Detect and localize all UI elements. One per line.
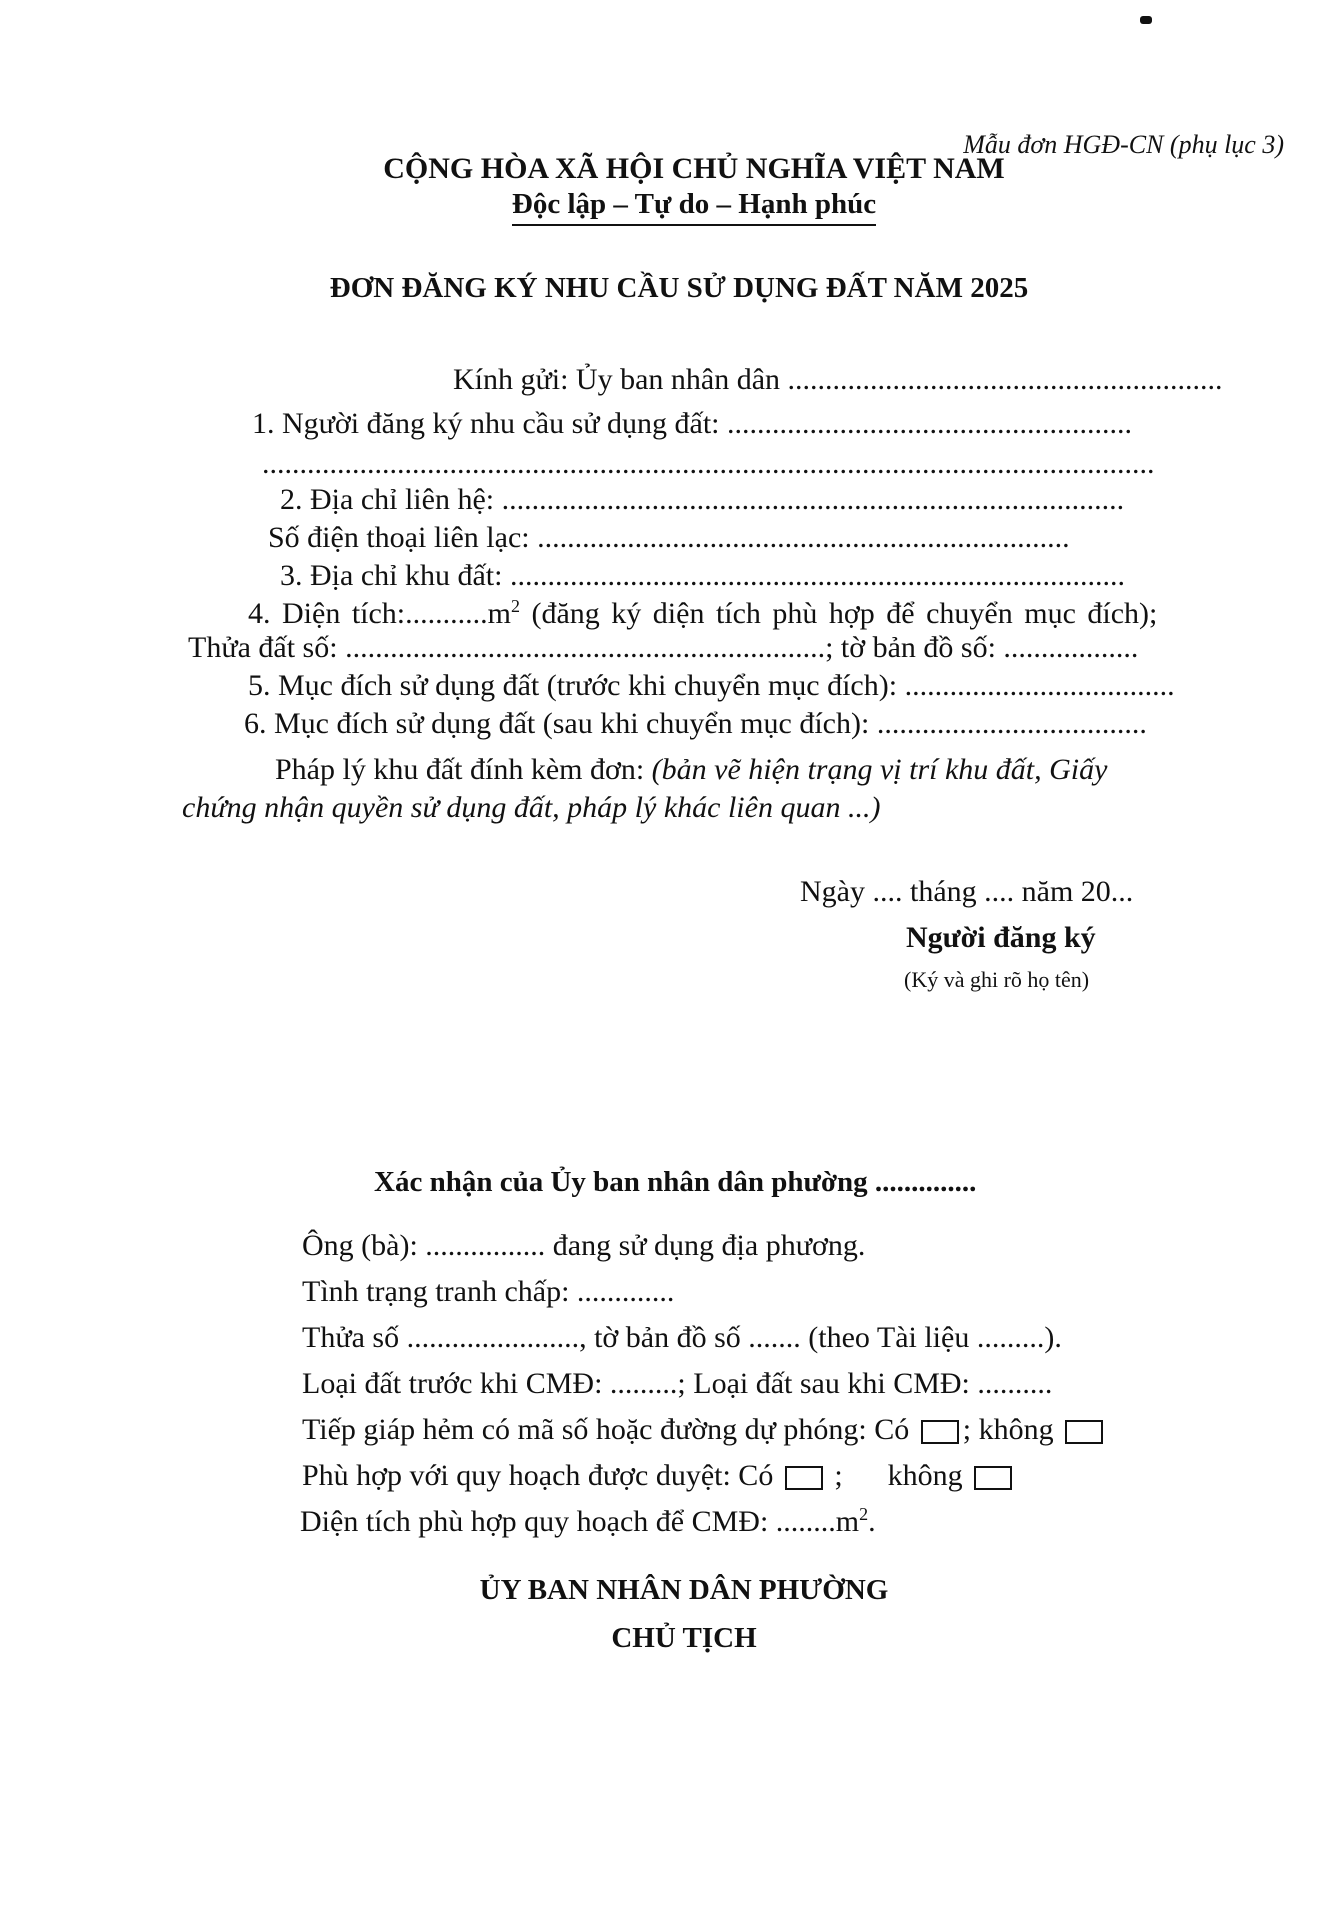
legal-docs-cont: chứng nhận quyền sử dụng đất, pháp lý khác liên quan ...) (182, 791, 881, 824)
map-label: ; tờ bản đồ số: (825, 631, 1004, 664)
contact-address-line (280, 482, 1124, 518)
committee-org: ỦY BAN NHÂN DÂN PHƯỜNG (479, 1574, 889, 1606)
phone-blank[interactable]: ....................................................................... (537, 521, 1070, 554)
national-title: CỘNG HÒA XÃ HỘI CHỦ NGHĨA VIỆT NAM (383, 152, 1005, 185)
plan-area-line (300, 1504, 876, 1540)
contact-address-blank[interactable]: ................................................................................... (501, 483, 1125, 516)
registrant-label: 1. Người đăng ký nhu cầu sử dụng đất: (252, 407, 727, 440)
plan-area-end: . (868, 1505, 876, 1538)
recipient-label: Kính gửi: Ủy ban nhân dân (453, 363, 788, 396)
area-unit-sup: 2 (510, 596, 520, 616)
purpose-after-label: 6. Mục đích sử dụng đất (sau khi chuyển mục đích): (244, 707, 877, 740)
plan-no-checkbox[interactable] (974, 1466, 1012, 1490)
phone-label: Số điện thoại liên lạc: (268, 521, 538, 554)
purpose-before-label: 5. Mục đích sử dụng đất (trước khi chuyển mục đích): (248, 669, 905, 702)
registrant-line (252, 406, 1132, 442)
purpose-after-line (244, 706, 1147, 742)
legal-label: Pháp lý khu đất đính kèm đơn: (275, 753, 652, 786)
area-blank[interactable]: ........... (405, 597, 488, 630)
contact-address-label: 2. Địa chỉ liên hệ: (280, 483, 502, 516)
parcel-line (188, 630, 1138, 666)
committee-role: CHỦ TỊCH (611, 1622, 757, 1654)
motto (0, 188, 1328, 226)
land-address-label: 3. Địa chỉ khu đất: (280, 559, 510, 592)
registrant-cont-blank[interactable]: ....................................................................................................................... (262, 447, 1155, 480)
alley-label: Tiếp giáp hẻm có mã số hoặc đường dự phóng: Có (302, 1413, 917, 1446)
plan-label: Phù hợp với quy hoạch được duyệt: Có (302, 1459, 781, 1492)
parcel-label: Thửa đất số: (188, 631, 346, 664)
registrant-blank[interactable]: ...................................................... (727, 407, 1132, 440)
plan-line (302, 1458, 1016, 1494)
plan-area-label[interactable]: Diện tích phù hợp quy hoạch để CMĐ: ........m (300, 1505, 860, 1538)
legal-docs: (bản vẽ hiện trạng vị trí khu đất, Giấy (651, 753, 1108, 786)
confirmation-title: Xác nhận của Ủy ban nhân dân phường .............. (374, 1166, 977, 1198)
alley-line (302, 1412, 1107, 1448)
purpose-before-blank[interactable]: .................................... (904, 669, 1175, 702)
alley-no-checkbox[interactable] (1065, 1420, 1103, 1444)
alley-no-label: ; không (962, 1413, 1062, 1446)
purpose-before-line (248, 668, 1175, 704)
area-label: 4. Diện tích: (248, 597, 406, 630)
land-address-line (280, 558, 1125, 594)
signature-note: (Ký và ghi rõ họ tên) (904, 967, 1090, 992)
confirmation-land-type[interactable]: Loại đất trước khi CMĐ: .........; Loại đất sau khi CMĐ: .......... (302, 1367, 1053, 1400)
map-blank[interactable]: .................. (1003, 631, 1139, 664)
legal-line (275, 752, 1107, 788)
alley-yes-checkbox[interactable] (921, 1420, 959, 1444)
signature-role: Người đăng ký (906, 921, 1096, 954)
signature-date: Ngày .... tháng .... năm 20... (800, 875, 1134, 908)
confirmation-person[interactable]: Ông (bà): ................ đang sử dụng địa phương. (302, 1229, 866, 1262)
area-note: (đăng ký diện tích phù hợp để chuyển mục đích); (519, 597, 1158, 630)
land-address-blank[interactable]: .................................................................................. (509, 559, 1125, 592)
phone-line (268, 520, 1070, 556)
plan-yes-checkbox[interactable] (785, 1466, 823, 1490)
area-unit: m (487, 597, 511, 630)
form-code: Mẫu đơn HGĐ-CN (phụ lục 3) (963, 130, 1284, 159)
motto-text: Độc lập – Tự do – Hạnh phúc (512, 188, 876, 226)
area-line (248, 596, 1157, 632)
plan-no-label: ; không (826, 1459, 971, 1492)
recipient-blank[interactable]: .......................................................... (787, 363, 1223, 396)
confirmation-parcel[interactable]: Thửa số ......................., tờ bản đồ số ....... (theo Tài liệu .........). (302, 1321, 1062, 1354)
recipient-line (453, 362, 1223, 398)
plan-area-sup: 2 (859, 1504, 869, 1524)
parcel-blank[interactable]: ................................................................ (345, 631, 826, 664)
document-title: ĐƠN ĐĂNG KÝ NHU CẦU SỬ DỤNG ĐẤT NĂM 2025 (329, 272, 1029, 304)
scan-mark (1140, 16, 1152, 24)
confirmation-dispute[interactable]: Tình trạng tranh chấp: ............. (302, 1275, 675, 1308)
registrant-cont-line (262, 446, 1155, 482)
purpose-after-blank[interactable]: .................................... (876, 707, 1147, 740)
